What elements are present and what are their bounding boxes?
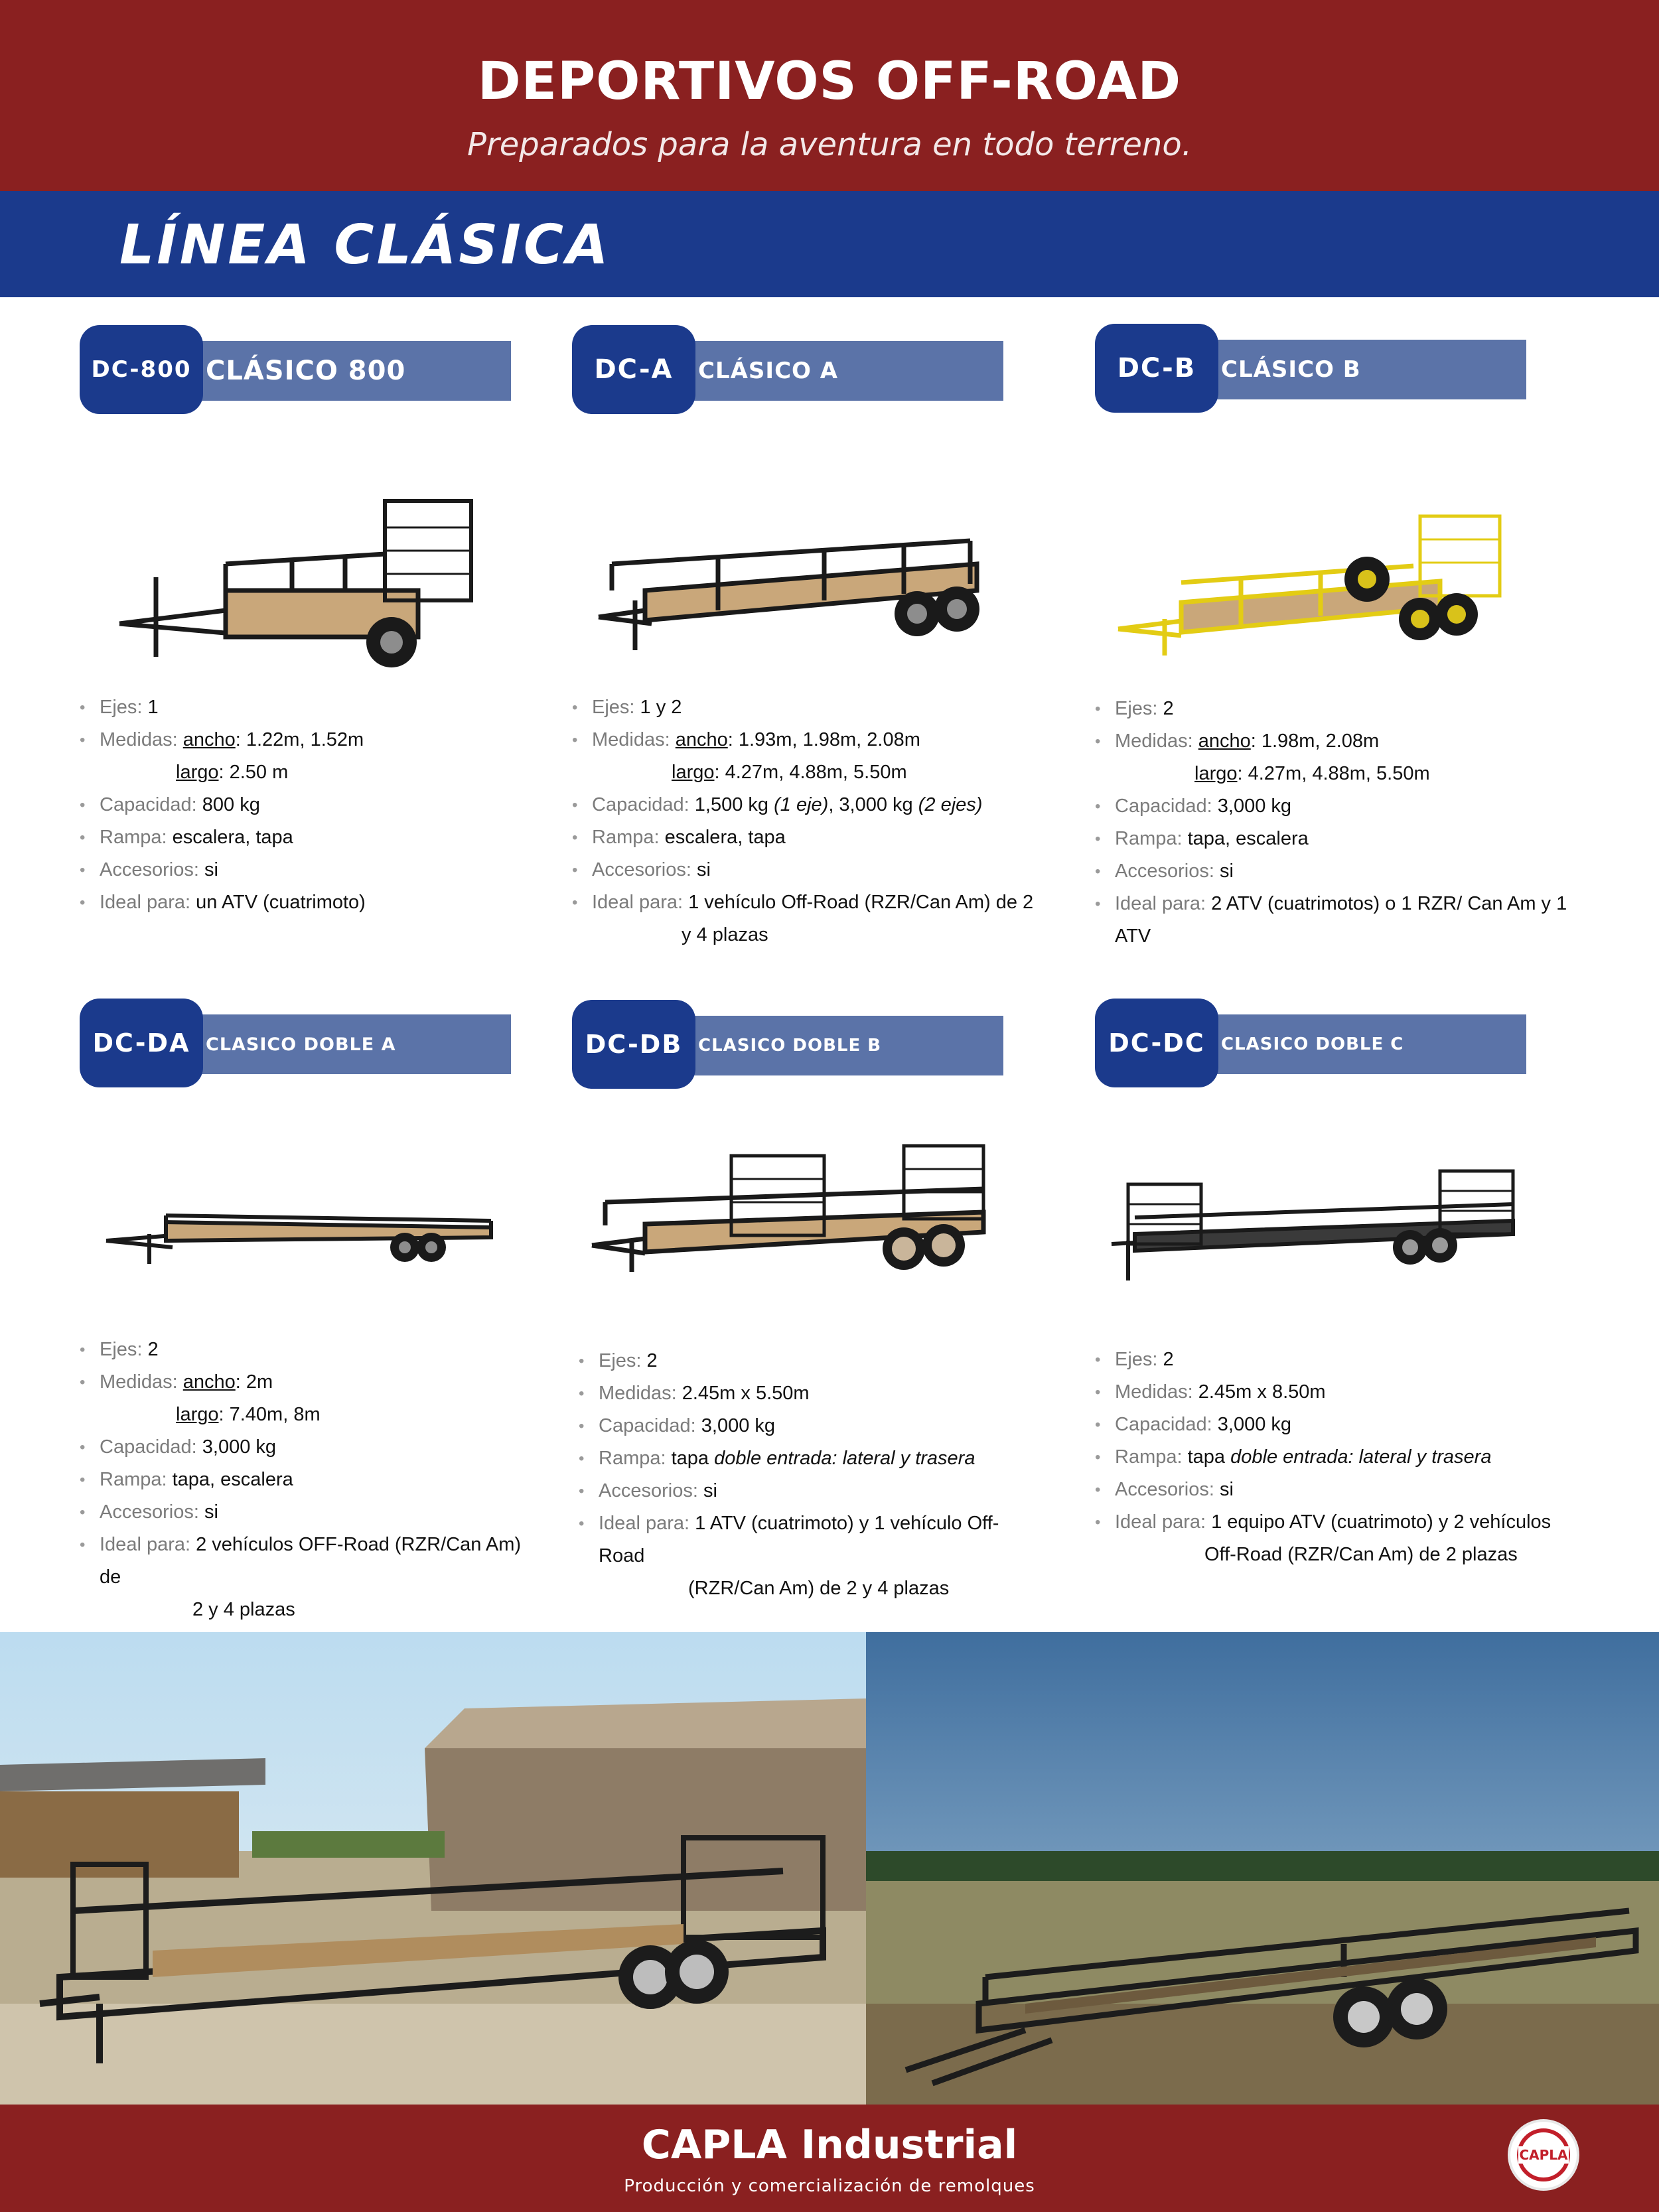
product-header [572,1000,1037,1089]
photo-strip [0,1632,1659,2105]
spec-rampa: • Rampa: tapa doble entrada: lateral y trasera [579,1448,975,1469]
product-header [80,999,544,1087]
product-card-dc-dc [1095,999,1599,1596]
spec-accesorios: • Accesorios: si [572,859,711,880]
spec-ideal: • Ideal para: 1 vehículo Off-Road (RZR/Can Am) de 2 [572,892,1034,913]
spec-ideal-cont: (RZR/Can Am) de 2 y 4 plazas [688,1578,950,1599]
spec-medidas: • Medidas: 2.45m x 8.50m [1095,1381,1326,1403]
product-code-badge: DC-DC [1095,999,1218,1087]
product-header [1095,999,1559,1087]
spec-list [1095,1344,1551,1571]
product-code-badge: DC-DB [572,1000,695,1089]
spec-ejes: • Ejes: 2 [80,1339,159,1360]
spec-list [579,1345,1037,1605]
footer [0,2105,1659,2212]
spec-capacidad: • Capacidad: 800 kg [80,794,260,815]
spec-accesorios: • Accesorios: si [1095,1479,1234,1500]
capla-logo [1508,2119,1579,2191]
trailer-tandem-flatbed-image [585,491,997,683]
product-name: CLASICO DOBLE A [186,1014,511,1074]
section-banner [0,191,1659,297]
spec-capacidad: • Capacidad: 1,500 kg (1 eje), 3,000 kg (2 ejes) [572,794,983,815]
spec-ideal: • Ideal para: 1 equipo ATV (cuatrimoto) y 2 vehículos [1095,1511,1551,1533]
product-header [80,325,544,414]
spec-ejes: • Ejes: 1 y 2 [572,697,682,718]
product-code-badge: DC-B [1095,324,1218,413]
spec-ideal-cont: Off-Road (RZR/Can Am) de 2 plazas [1204,1544,1518,1565]
spec-capacidad: • Capacidad: 3,000 kg [1095,795,1292,817]
page-title: DEPORTIVOS OFF-ROAD [477,52,1182,111]
spec-medidas: • Medidas: ancho: 1.93m, 1.98m, 2.08m [572,729,920,750]
trailer-long-flatbed-image [93,1141,504,1334]
spec-largo: largo: 2.50 m [176,762,289,783]
trailer-photo-field [866,1632,1659,2105]
spec-accesorios: • Accesorios: si [1095,861,1234,882]
spec-ejes: • Ejes: 2 [1095,698,1174,719]
product-name: CLASICO DOBLE B [678,1016,1003,1075]
product-card-dc-da [80,999,544,1620]
trailer-tandem-yellow-image [1108,503,1520,695]
spec-medidas: • Medidas: 2.45m x 5.50m [579,1383,810,1404]
spec-rampa: • Rampa: escalera, tapa [80,827,293,848]
spec-capacidad: • Capacidad: 3,000 kg [80,1436,277,1458]
spec-ideal: • Ideal para: 1 ATV (cuatrimoto) y 1 vehículo Off-Road [579,1513,999,1566]
page-subtitle: Preparados para la aventura en todo terreno. [467,126,1192,163]
spec-largo: largo: 7.40m, 8m [176,1404,321,1425]
spec-medidas: • Medidas: ancho: 2m [80,1371,273,1393]
spec-list [80,1334,544,1626]
spec-accesorios: • Accesorios: si [579,1480,717,1501]
spec-list [1095,693,1599,953]
spec-ideal-cont: 2 y 4 plazas [192,1599,295,1620]
spec-capacidad: • Capacidad: 3,000 kg [579,1415,776,1436]
footer-brand: CAPLA Industrial [641,2122,1018,2168]
product-code-badge: DC-800 [80,325,203,414]
product-name: CLÁSICO 800 [186,341,511,401]
spec-ideal: • Ideal para: 2 vehículos OFF-Road (RZR/Can Am) de [80,1534,522,1588]
trailer-photo-farm [0,1632,866,2105]
spec-medidas: • Medidas: ancho: 1.22m, 1.52m [80,729,364,750]
spec-rampa: • Rampa: tapa, escalera [1095,828,1309,849]
trailer-single-axle-image [93,491,504,683]
spec-ejes: • Ejes: 2 [1095,1349,1174,1370]
product-name: CLÁSICO A [678,341,1003,401]
trailer-tandem-double-ramp-image [585,1139,997,1332]
product-code-badge: DC-A [572,325,695,414]
trailer-long-double-ramp-image [1108,1138,1520,1330]
spec-largo: largo: 4.27m, 4.88m, 5.50m [1194,763,1430,784]
product-header [572,325,1037,414]
product-header [1095,324,1559,413]
header-banner [0,0,1659,191]
footer-tagline: Producción y comercialización de remolques [624,2176,1035,2196]
section-title: LÍNEA CLÁSICA [119,214,611,277]
product-card-dc-db [572,1000,1037,1597]
product-name: CLASICO DOBLE C [1201,1014,1526,1074]
spec-rampa: • Rampa: tapa doble entrada: lateral y trasera [1095,1446,1492,1468]
product-code-badge: DC-DA [80,999,203,1087]
spec-rampa: • Rampa: tapa, escalera [80,1469,293,1490]
spec-ejes: • Ejes: 2 [579,1350,658,1371]
spec-list [80,691,366,919]
spec-capacidad: • Capacidad: 3,000 kg [1095,1414,1292,1435]
spec-rampa: • Rampa: escalera, tapa [572,827,786,848]
product-card-dc-800 [80,325,544,922]
spec-accesorios: • Accesorios: si [80,859,218,880]
spec-accesorios: • Accesorios: si [80,1501,218,1523]
spec-ideal: • Ideal para: 2 ATV (cuatrimotos) o 1 RZR/ Can Am y 1 ATV [1095,893,1567,947]
logo-text: CAPLA [1519,2147,1568,2163]
product-card-dc-a [572,325,1037,955]
spec-list [572,691,1033,951]
spec-largo: largo: 4.27m, 4.88m, 5.50m [672,762,907,783]
product-card-dc-b [1095,324,1599,947]
spec-ideal: • Ideal para: un ATV (cuatrimoto) [80,892,366,913]
spec-medidas: • Medidas: ancho: 1.98m, 2.08m [1095,730,1380,752]
spec-ideal-cont: y 4 plazas [682,924,768,945]
spec-ejes: • Ejes: 1 [80,697,159,718]
product-name: CLÁSICO B [1201,340,1526,399]
